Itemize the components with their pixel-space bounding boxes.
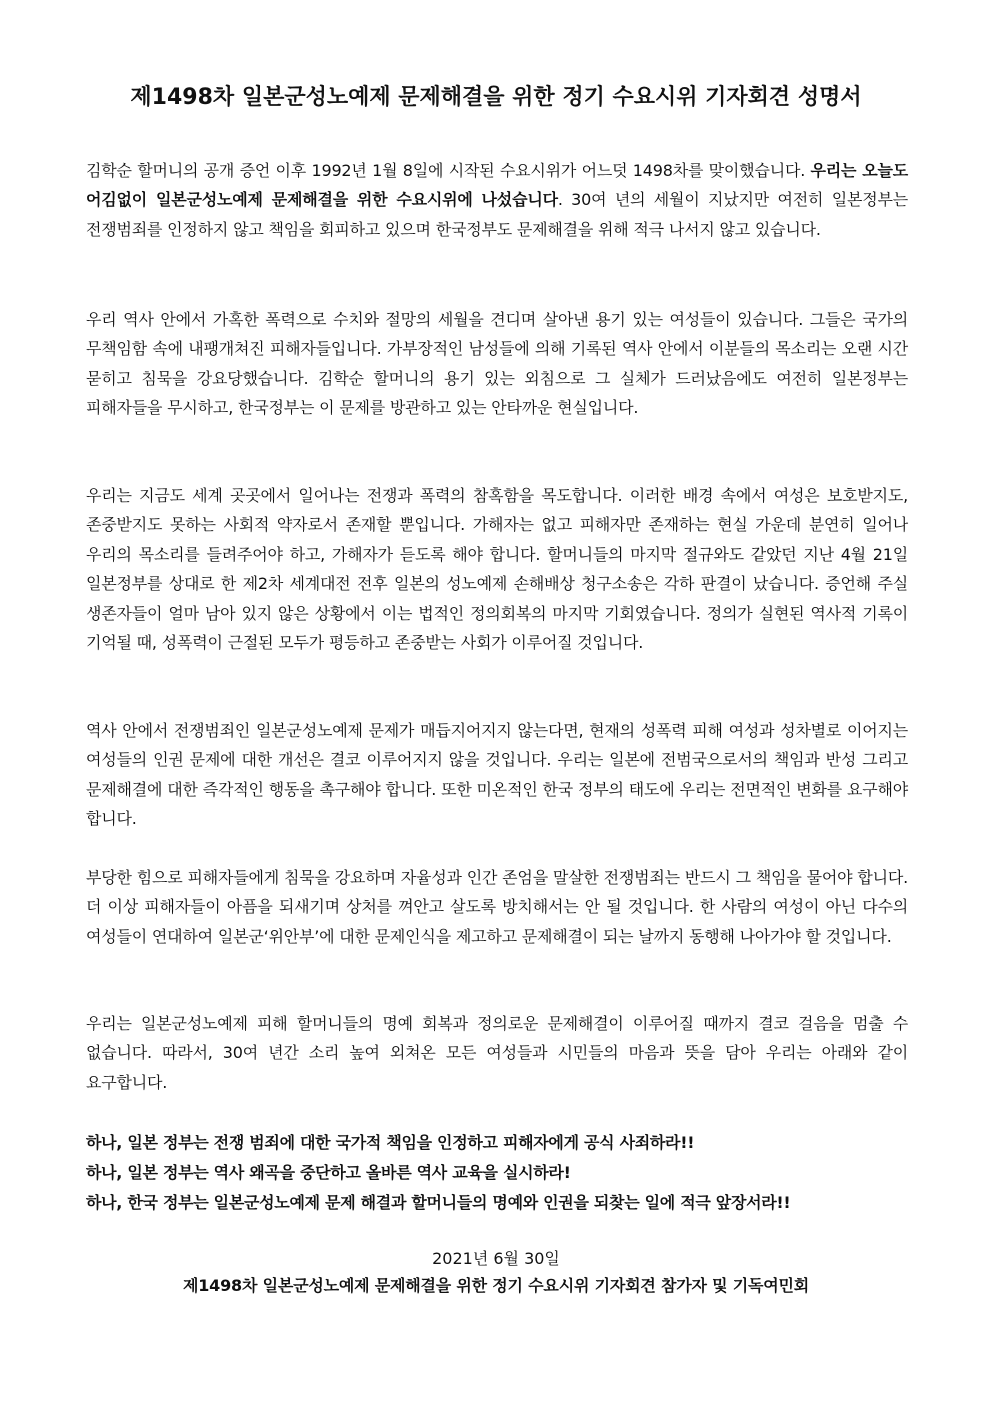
demands-list — [86, 1128, 926, 1218]
statement-signer: 제1498차 일본군성노예제 문제해결을 위한 정기 수요시위 기자회견 참가자 및 기독여민회 — [182, 1276, 810, 1295]
paragraph-3: 우리는 지금도 세계 곳곳에서 일어나는 전쟁과 폭력의 참혹함을 목도합니다. 이러한 배경 속에서 여성은 보호받지도, 존중받지도 못하는 사회적 약자로서 존재할 뿐입니다. 가해자는 없고 피해자만 존재하는 현실 가운데 분연히 일어나 우리의 목소리를 들려주어야 하고, 가해자가 듣도록 해야 합니다. 할머니들의 마지막 절규와도 같았던 지난 4월 21일 일본정부를 상대로 한 제2차 세계대전 전후 일본의 성노예제 손해배상 청구소송은 각하 판결이 났습니다. 증언해 주실 생존자들이 얼마 남아 있지 않은 상황에서 이는 법적인 정의회복의 마지막 기회였습니다. 정의가 실현된 역사적 기록이 기억될 때, 성폭력이 근절된 모두가 평등하고 존중받는 사회가 이루어질 것입니다. — [86, 486, 908, 653]
paragraph-2: 우리 역사 안에서 가혹한 폭력으로 수치와 절망의 세월을 견디며 살아낸 용기 있는 여성들이 있습니다. 그들은 국가의 무책임함 속에 내팽개쳐진 피해자들입니다. 가부장적인 남성들에 의해 기록된 역사 안에서 이분들의 목소리는 오랜 시간 묻히고 침묵을 강요당했습니다. 김학순 할머니의 용기 있는 외침으로 그 실체가 드러났음에도 여전히 일본정부는 피해자들을 무시하고, 한국정부는 이 문제를 방관하고 있는 안타까운 현실입니다. — [86, 310, 908, 418]
statement-date: 2021년 6월 30일 — [432, 1249, 560, 1268]
demand-item: 하나, 일본 정부는 전쟁 범죄에 대한 국가적 책임을 인정하고 피해자에게 공식 사죄하라!! — [86, 1133, 695, 1152]
document-title: 제1498차 일본군성노예제 문제해결을 위한 정기 수요시위 기자회견 성명서 — [130, 85, 862, 110]
paragraph-5: 부당한 힘으로 피해자들에게 침묵을 강요하며 자율성과 인간 존엄을 말살한 전쟁범죄는 반드시 그 책임을 물어야 합니다. 더 이상 피해자들이 아픔을 되새기며 상처를 껴안고 살도록 방치해서는 안 될 것입니다. 한 사람의 여성이 아닌 다수의 여성들이 연대하여 일본군‘위안부’에 대한 문제인식을 제고하고 문제해결이 되는 날까지 동행해 나아가야 할 것입니다. — [86, 868, 908, 946]
demand-item: 하나, 일본 정부는 역사 왜곡을 중단하고 올바른 역사 교육을 실시하라! — [86, 1163, 571, 1182]
paragraph-4: 역사 안에서 전쟁범죄인 일본군성노예제 문제가 매듭지어지지 않는다면, 현재의 성폭력 피해 여성과 성차별로 이어지는 여성들의 인권 문제에 대한 개선은 결코 이루어지지 않을 것입니다. 우리는 일본에 전범국으로서의 책임과 반성 그리고 문제해결에 대한 즉각적인 행동을 촉구해야 합니다. 또한 미온적인 한국 정부의 태도에 우리는 전면적인 변화를 요구해야 합니다. — [86, 721, 908, 829]
paragraph-1 — [86, 156, 908, 244]
paragraph-1-text-a: 김학순 할머니의 공개 증언 이후 1992년 1월 8일에 시작된 수요시위가 어느덧 1498차를 맞이했습니다. — [86, 161, 811, 180]
paragraph-6: 우리는 일본군성노예제 피해 할머니들의 명예 회복과 정의로운 문제해결이 이루어질 때까지 결코 걸음을 멈출 수 없습니다. 따라서, 30여 년간 소리 높여 외쳐온 모든 여성들과 시민들의 마음과 뜻을 담아 우리는 아래와 같이 요구합니다. — [86, 1014, 908, 1092]
paragraph-1-emphasis: 우리는 오늘도 어김없이 일본군성노예제 문제해결을 위한 수요시위에 나섰습니다 — [86, 161, 908, 210]
paragraph-1-text-b: . 30여 년의 세월이 지났지만 여전히 일본정부는 전쟁범죄를 인정하지 않고 책임을 회피하고 있으며 한국정부도 문제해결을 위해 적극 나서지 않고 있습니다. — [86, 190, 908, 239]
demand-item: 하나, 한국 정부는 일본군성노예제 문제 해결과 할머니들의 명예와 인권을 되찾는 일에 적극 앞장서라!! — [86, 1193, 791, 1212]
